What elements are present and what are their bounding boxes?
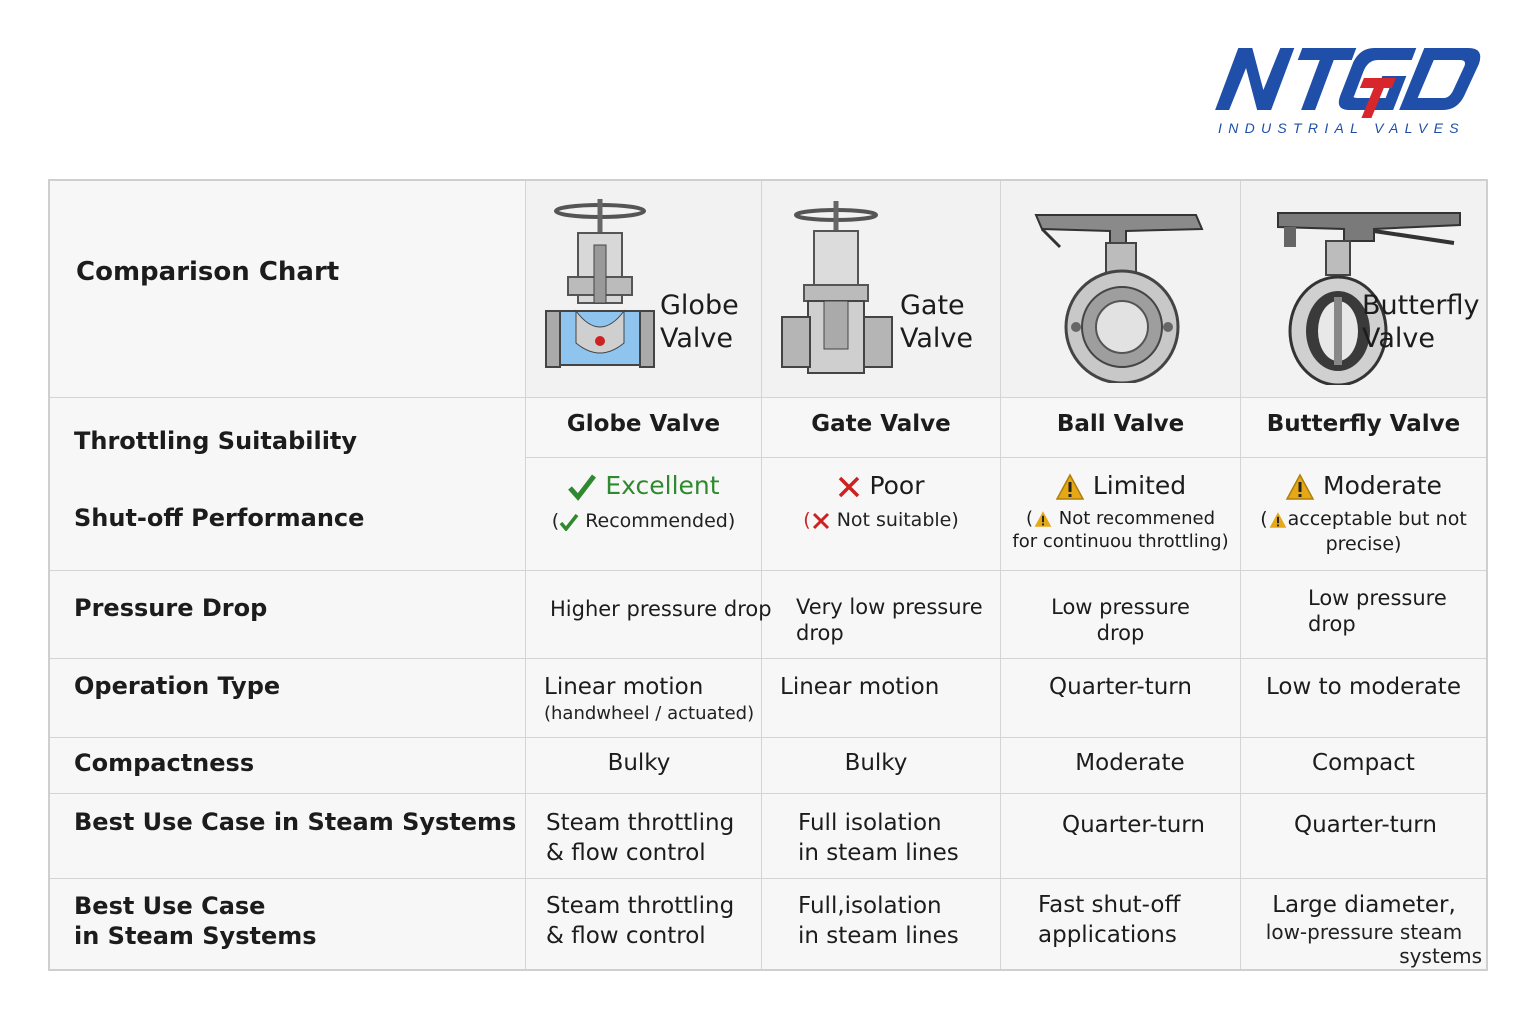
row-label-best-use-1: Best Use Case in Steam Systems [74,808,517,836]
throttling-gate: Poor ( Not suitable) [803,471,959,531]
brand-tagline: INDUSTRIAL VALVES [1218,120,1465,136]
globe-image-caption: Globe Valve [660,290,739,354]
throttling-ball: Limited ( Not recommened for continuou throttling) [1012,471,1229,552]
operation-globe: Linear motion (handwheel / actuated) [544,674,755,724]
operation-ball: Quarter-turn [1049,674,1192,700]
operation-gate: Linear motion [780,674,940,700]
best-use-2-butterfly: Large diameter, low-pressure steam systems [1265,892,1482,968]
col-header-ball: Ball Valve [1056,411,1185,437]
x-icon [837,475,861,499]
compactness-gate: Bulky [844,750,908,776]
globe-valve-icon [538,193,662,383]
throttling-globe: Excellent ( Recommended) [551,471,736,532]
compactness-butterfly: Compact [1312,750,1415,776]
row-label-throttling: Throttling Suitability [74,427,358,455]
pressure-drop-globe: Higher pressure drop [550,597,772,621]
row-label-pressure-drop: Pressure Drop [74,594,268,622]
best-use-1-gate: Full isolation in steam lines [798,810,959,866]
best-use-2-globe: Steam throttling & flow control [546,893,735,949]
best-use-1-butterfly: Quarter-turn [1294,812,1437,838]
x-icon [811,511,831,531]
best-use-2-gate: Full,isolation in steam lines [798,893,959,949]
row-label-operation: Operation Type [74,672,281,700]
check-icon [559,513,579,531]
compactness-globe: Bulky [607,750,671,776]
best-use-2-ball: Fast shut-off applications [1038,892,1181,948]
row-label-best-use-2: Best Use Case in Steam Systems [74,892,317,950]
compactness-ball: Moderate [1075,750,1185,776]
row-label-shutoff: Shut-off Performance [74,504,365,532]
gate-valve-icon [778,195,896,385]
warning-icon [1285,473,1315,501]
col-header-globe: Globe Valve [566,411,721,437]
pressure-drop-ball: Low pressure drop [1051,595,1190,645]
butterfly-image-caption: Butterfly Valve [1362,290,1480,354]
row-label-compactness: Compactness [74,749,255,777]
best-use-1-ball: Quarter-turn [1062,812,1205,838]
comparison-table [48,179,1488,971]
brand-logo [1212,40,1492,140]
col-header-butterfly: Butterfly Valve [1266,411,1461,437]
ball-valve-icon [1030,207,1210,383]
best-use-1-globe: Steam throttling & flow control [546,810,735,866]
warning-icon [1033,510,1053,528]
check-icon [567,473,597,501]
col-header-gate: Gate Valve [811,411,951,437]
table-title: Comparison Chart [76,257,340,287]
gate-image-caption: Gate Valve [900,290,974,354]
pressure-drop-gate: Very low pressure drop [796,595,983,645]
ntgd-logo-icon [1212,40,1492,120]
throttling-butterfly: Moderate ( acceptable but not precise) [1260,471,1467,555]
operation-butterfly: Low to moderate [1266,674,1461,700]
warning-icon [1055,473,1085,501]
pressure-drop-butterfly: Low pressure drop [1308,586,1447,636]
warning-icon [1268,511,1288,529]
